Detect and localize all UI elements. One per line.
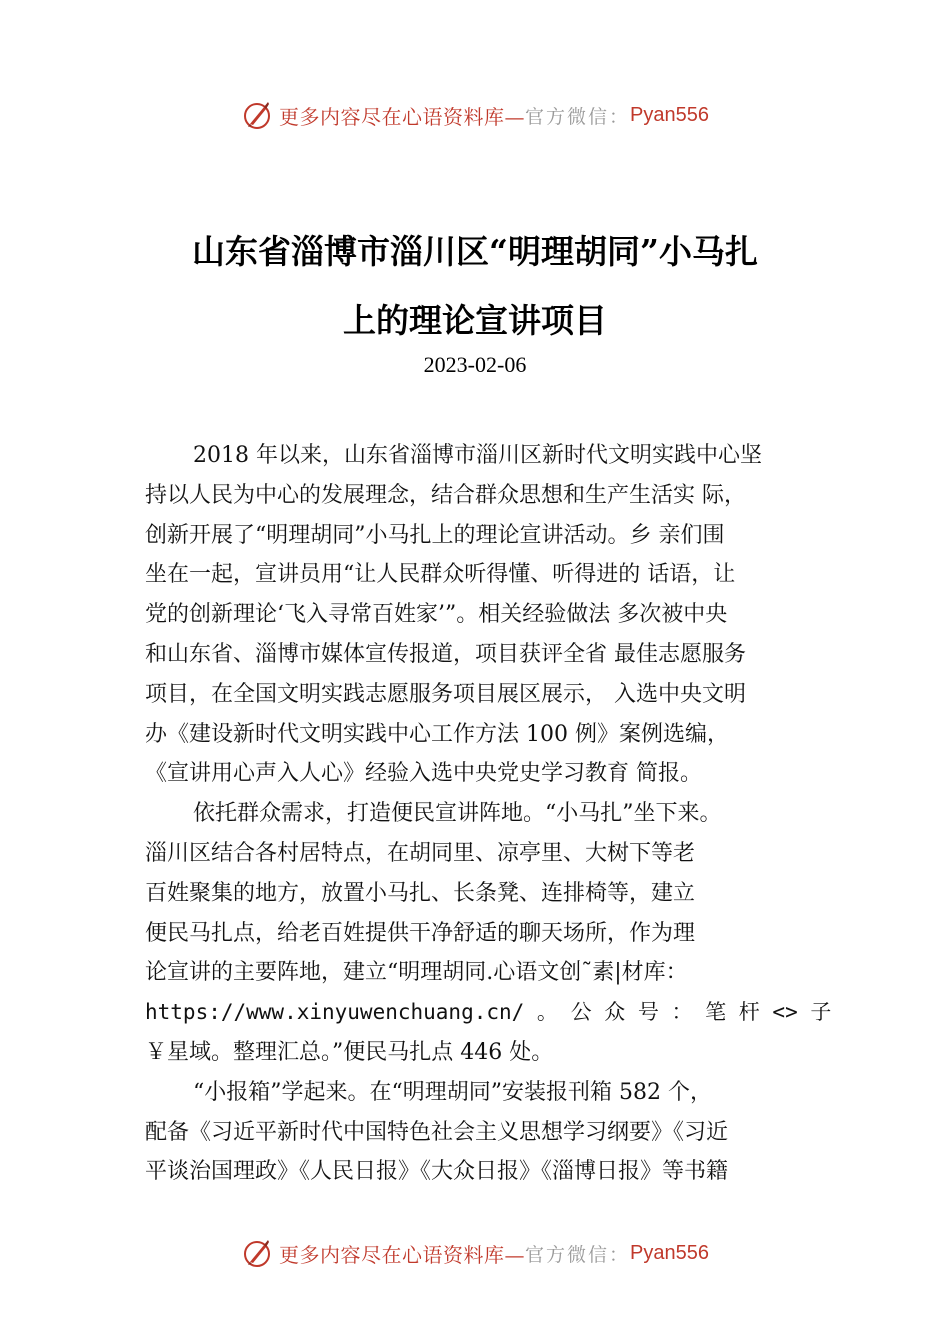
text-line: 项目，在全国文明实践志愿服务项目展区展示， 入选中央文明 bbox=[145, 681, 746, 707]
watermark-text: 更多内容尽在心语资料库— bbox=[279, 104, 525, 129]
text-line: 创新开展了“明理胡同”小马扎上的理论宣讲活动。乡 亲们围 bbox=[145, 522, 725, 548]
text-line: 和山东省、淄博市媒体宣传报道，项目获评全省 最佳志愿服务 bbox=[145, 641, 746, 667]
watermark-banner-top bbox=[0, 95, 950, 135]
document-date: 2023-02-06 bbox=[423, 352, 527, 377]
paragraph-1 bbox=[145, 436, 835, 794]
watermark-banner-bottom bbox=[0, 1233, 950, 1273]
document-title-line-1: 山东省淄博市淄川区“明理胡同”小马扎 bbox=[192, 232, 758, 271]
text-line: 2018 年以来，山东省淄博市淄川区新时代文明实践中心坚 bbox=[193, 443, 762, 468]
text-line: 坐在一起，宣讲员用“让人民群众听得懂、听得进的 话语，让 bbox=[145, 562, 736, 588]
watermark-wechat-label: 官方微信： bbox=[525, 1243, 631, 1266]
text-line: 论宣讲的主要阵地，建立“明理胡同.心语文创˜素|材库： bbox=[145, 960, 688, 986]
text-line: 配备《习近平新时代中国特色社会主义思想学习纲要》《习近 bbox=[145, 1119, 729, 1145]
document-title-line-2: 上的理论宣讲项目 bbox=[343, 301, 607, 340]
watermark-wechat-id: Pyan556 bbox=[630, 1241, 709, 1264]
quill-pen-logo-icon bbox=[241, 99, 273, 131]
text-line: 依托群众需求，打造便民宣讲阵地。“小马扎”坐下来。 bbox=[193, 801, 722, 827]
paragraph-3 bbox=[145, 1073, 835, 1192]
text-line: 党的创新理论‘飞入寻常百姓家’”。相关经验做法 多次被中央 bbox=[145, 602, 728, 628]
quill-pen-logo-icon bbox=[241, 1237, 273, 1269]
watermark-wechat-id: Pyan556 bbox=[630, 103, 709, 126]
watermark-text: 更多内容尽在心语资料库— bbox=[279, 1242, 525, 1267]
text-line: ￥星域。整理汇总。”便民马扎点 446 处。 bbox=[145, 1039, 554, 1065]
text-line: 便民马扎点，给老百姓提供干净舒适的聊天场所，作为理 bbox=[145, 920, 696, 946]
watermark-wechat-label: 官方微信： bbox=[525, 105, 631, 128]
text-line: “小报箱”学起来。在“明理胡同”安装报刊箱 582 个， bbox=[193, 1079, 712, 1105]
paragraph-2 bbox=[145, 794, 835, 1073]
text-line: 淄川区结合各村居特点，在胡同里、凉亭里、大树下等老 bbox=[145, 840, 696, 866]
text-line: 持以人民为中心的发展理念，结合群众思想和生产生活实 际， bbox=[145, 482, 746, 508]
document-body bbox=[145, 436, 835, 1192]
text-line-url: https://www.xinyuwenchuang.cn/ 。 公 众 号 ： 笔 杆 <> 子 bbox=[145, 1000, 832, 1025]
text-line: 办《建设新时代文明实践中心工作方法 100 例》案例选编， bbox=[145, 721, 729, 747]
text-line: 《宣讲用心声入人心》经验入选中央党史学习教育 简报。 bbox=[145, 761, 702, 787]
text-line: 平谈治国理政》《人民日报》《大众日报》《淄博日报》等书籍 bbox=[145, 1159, 729, 1185]
text-line: 百姓聚集的地方，放置小马扎、长条凳、连排椅等，建立 bbox=[145, 880, 696, 906]
